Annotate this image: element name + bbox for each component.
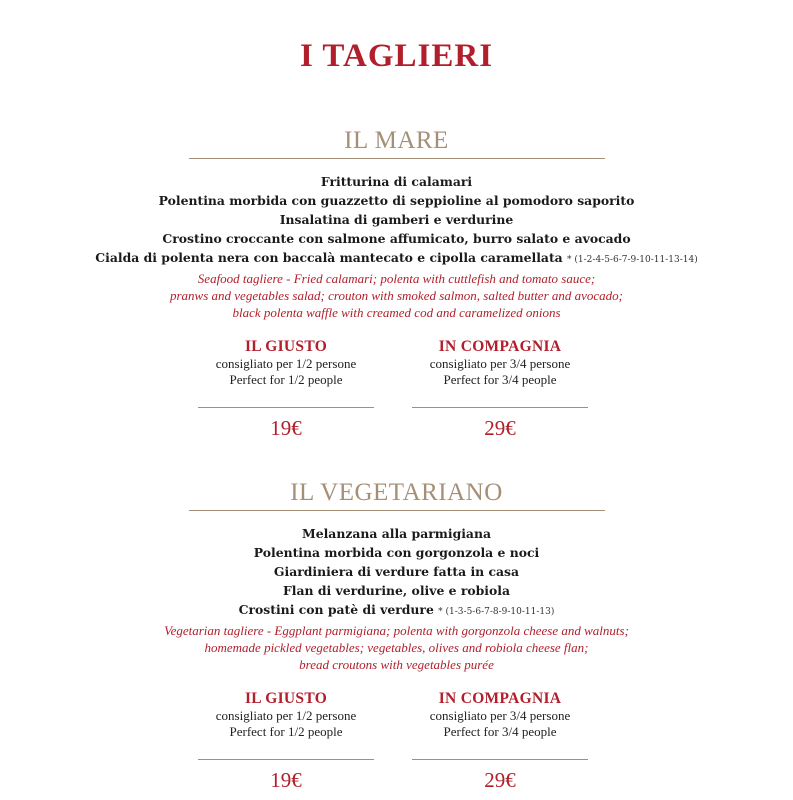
translation-line: bread croutons with vegetables purée: [299, 657, 494, 672]
allergen-codes: * (1-2-4-5-6-7-9-10-11-13-14): [567, 255, 698, 265]
translation-line: black polenta waffle with creamed cod and caramelized onions: [232, 305, 561, 320]
dish-item: Flan di verdurine, olive e robiola: [282, 583, 510, 598]
section-divider: [189, 158, 605, 159]
option-divider: [198, 759, 374, 760]
option-title: IL GIUSTO: [244, 338, 328, 355]
section-heading: IL MARE: [344, 127, 449, 154]
section-heading: IL VEGETARIANO: [290, 479, 503, 506]
option-desc-it: consigliato per 1/2 persone: [215, 356, 357, 371]
option-desc-it: consigliato per 3/4 persone: [429, 708, 571, 723]
section-mare: [0, 126, 793, 448]
dish-item: Polentina morbida con gorgonzola e noci: [253, 545, 540, 560]
translation-line: pranws and vegetables salad; crouton with smoked salmon, salted butter and avocado;: [169, 288, 624, 303]
option-title: IL GIUSTO: [244, 690, 328, 707]
option-il-giusto: [186, 338, 386, 441]
option-price: 19€: [270, 416, 302, 440]
allergen-codes: * (1-3-5-6-7-8-9-10-11-13): [438, 607, 555, 617]
option-in-compagnia: [400, 338, 600, 441]
dish-list: [0, 524, 793, 622]
option-divider: [412, 759, 588, 760]
option-il-giusto: [186, 690, 386, 793]
dish-item: Giardiniera di verdure fatta in casa: [273, 564, 520, 579]
dish-item: Insalatina di gamberi e verdurine: [279, 212, 514, 227]
dish-name: Cialda di polenta nera con baccalà mantecato e cipolla caramellata: [95, 250, 563, 265]
section-vegetariano: [0, 478, 793, 800]
dish-list: [0, 172, 793, 270]
option-divider: [198, 407, 374, 408]
dish-item: Melanzana alla parmigiana: [301, 526, 492, 541]
section-divider: [189, 510, 605, 511]
option-title: IN COMPAGNIA: [438, 338, 562, 355]
translation-line: Seafood tagliere - Fried calamari; polenta with cuttlefish and tomato sauce;: [197, 271, 596, 286]
dish-item: [0, 600, 793, 622]
option-desc-it: consigliato per 3/4 persone: [429, 356, 571, 371]
option-price: 29€: [484, 768, 516, 792]
dish-item: Fritturina di calamari: [320, 174, 473, 189]
option-title: IN COMPAGNIA: [438, 690, 562, 707]
option-desc-en: Perfect for 1/2 people: [229, 372, 343, 387]
option-divider: [412, 407, 588, 408]
dish-name: Crostini con patè di verdure: [238, 602, 434, 617]
portion-options: [0, 690, 793, 800]
option-price: 19€: [270, 768, 302, 792]
option-desc-en: Perfect for 1/2 people: [229, 724, 343, 739]
translation-line: homemade pickled vegetables; vegetables, olives and robiola cheese flan;: [204, 640, 589, 655]
english-translation: [0, 270, 793, 321]
option-desc-it: consigliato per 1/2 persone: [215, 708, 357, 723]
portion-options: [0, 338, 793, 448]
dish-item: Crostino croccante con salmone affumicato, burro salato e avocado: [162, 231, 631, 246]
dish-item: [0, 248, 793, 270]
option-desc-en: Perfect for 3/4 people: [443, 372, 557, 387]
option-in-compagnia: [400, 690, 600, 793]
english-translation: [0, 622, 793, 673]
page-title: I TAGLIERI: [299, 38, 494, 74]
option-price: 29€: [484, 416, 516, 440]
option-desc-en: Perfect for 3/4 people: [443, 724, 557, 739]
dish-item: Polentina morbida con guazzetto di seppioline al pomodoro saporito: [158, 193, 635, 208]
translation-line: Vegetarian tagliere - Eggplant parmigiana; polenta with gorgonzola cheese and walnuts;: [164, 623, 629, 638]
